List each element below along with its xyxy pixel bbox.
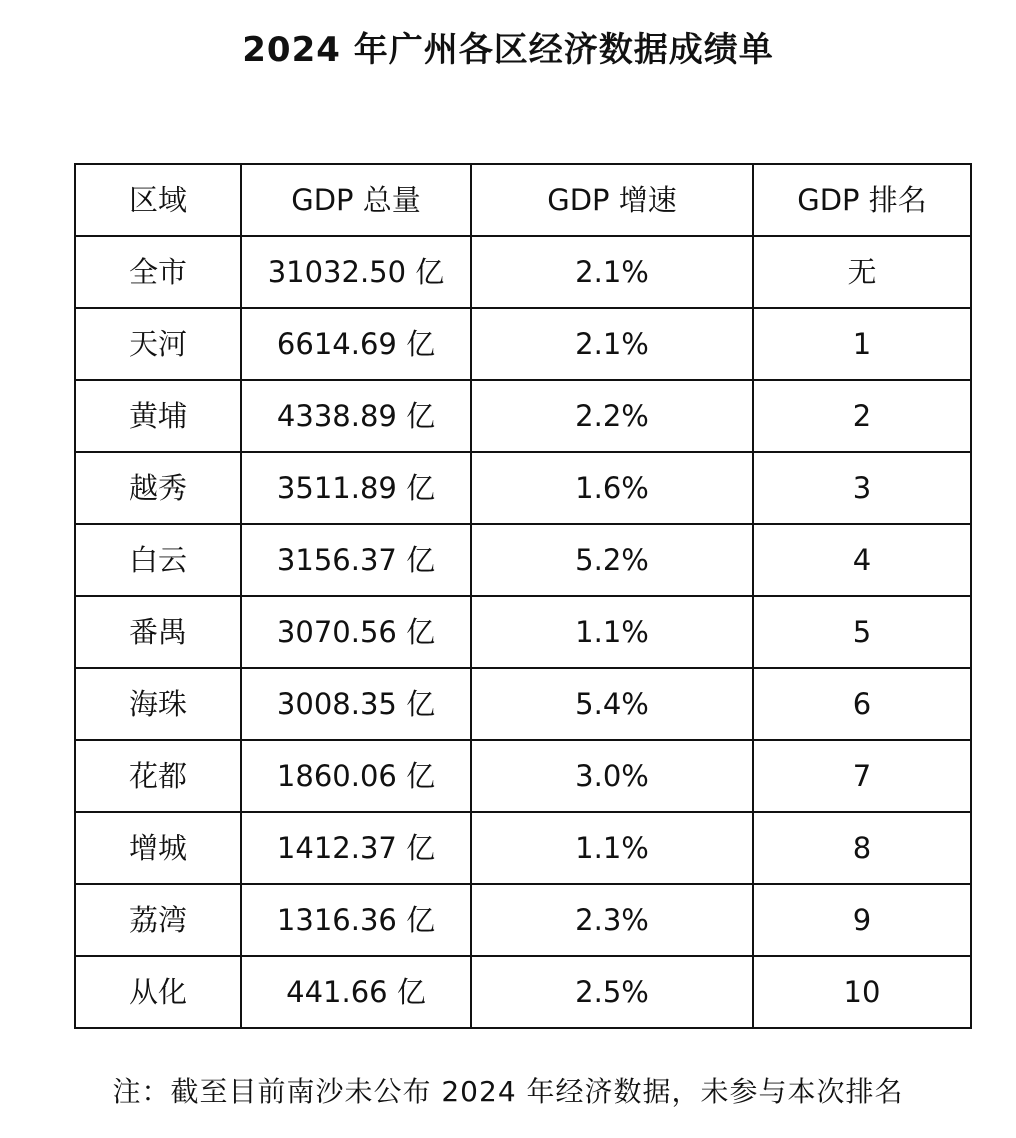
gdp-cell: 3070.56 亿 — [241, 596, 471, 668]
rank-cell: 5 — [753, 596, 971, 668]
table-row — [75, 452, 971, 524]
table-row — [75, 380, 971, 452]
gdp-table — [74, 163, 972, 1029]
table-body — [75, 236, 971, 1028]
region-cell: 增城 — [75, 812, 241, 884]
gdp-cell: 1412.37 亿 — [241, 812, 471, 884]
region-cell: 天河 — [75, 308, 241, 380]
region-cell: 花都 — [75, 740, 241, 812]
growth-cell: 2.1% — [471, 308, 753, 380]
growth-cell: 2.2% — [471, 380, 753, 452]
rank-cell: 6 — [753, 668, 971, 740]
header-gdp-growth: GDP 增速 — [471, 164, 753, 236]
gdp-cell: 3156.37 亿 — [241, 524, 471, 596]
rank-cell: 2 — [753, 380, 971, 452]
gdp-cell: 31032.50 亿 — [241, 236, 471, 308]
region-cell: 越秀 — [75, 452, 241, 524]
growth-cell: 2.3% — [471, 884, 753, 956]
gdp-cell: 3008.35 亿 — [241, 668, 471, 740]
region-cell: 番禺 — [75, 596, 241, 668]
page-title: 2024 年广州各区经济数据成绩单 — [242, 30, 774, 70]
header-region: 区域 — [75, 164, 241, 236]
rank-cell: 8 — [753, 812, 971, 884]
rank-cell: 无 — [753, 236, 971, 308]
gdp-cell: 6614.69 亿 — [241, 308, 471, 380]
table-row — [75, 524, 971, 596]
gdp-cell: 3511.89 亿 — [241, 452, 471, 524]
header-row — [75, 164, 971, 236]
footnote: 注：截至目前南沙未公布 2024 年经济数据，未参与本次排名 — [112, 1075, 904, 1108]
table-row — [75, 812, 971, 884]
table-row — [75, 596, 971, 668]
growth-cell: 2.5% — [471, 956, 753, 1028]
rank-cell: 10 — [753, 956, 971, 1028]
growth-cell: 1.6% — [471, 452, 753, 524]
region-cell: 黄埔 — [75, 380, 241, 452]
table-header — [75, 164, 971, 236]
region-cell: 海珠 — [75, 668, 241, 740]
growth-cell: 2.1% — [471, 236, 753, 308]
rank-cell: 7 — [753, 740, 971, 812]
gdp-cell: 4338.89 亿 — [241, 380, 471, 452]
growth-cell: 5.2% — [471, 524, 753, 596]
header-gdp-rank: GDP 排名 — [753, 164, 971, 236]
header-gdp-total: GDP 总量 — [241, 164, 471, 236]
rank-cell: 9 — [753, 884, 971, 956]
region-cell: 全市 — [75, 236, 241, 308]
table-row — [75, 308, 971, 380]
table-row — [75, 956, 971, 1028]
table-row — [75, 884, 971, 956]
gdp-cell: 441.66 亿 — [241, 956, 471, 1028]
region-cell: 白云 — [75, 524, 241, 596]
growth-cell: 1.1% — [471, 812, 753, 884]
table-row — [75, 740, 971, 812]
region-cell: 从化 — [75, 956, 241, 1028]
gdp-cell: 1860.06 亿 — [241, 740, 471, 812]
table-row — [75, 668, 971, 740]
growth-cell: 5.4% — [471, 668, 753, 740]
growth-cell: 1.1% — [471, 596, 753, 668]
rank-cell: 1 — [753, 308, 971, 380]
table-row — [75, 236, 971, 308]
gdp-cell: 1316.36 亿 — [241, 884, 471, 956]
region-cell: 荔湾 — [75, 884, 241, 956]
rank-cell: 3 — [753, 452, 971, 524]
growth-cell: 3.0% — [471, 740, 753, 812]
rank-cell: 4 — [753, 524, 971, 596]
